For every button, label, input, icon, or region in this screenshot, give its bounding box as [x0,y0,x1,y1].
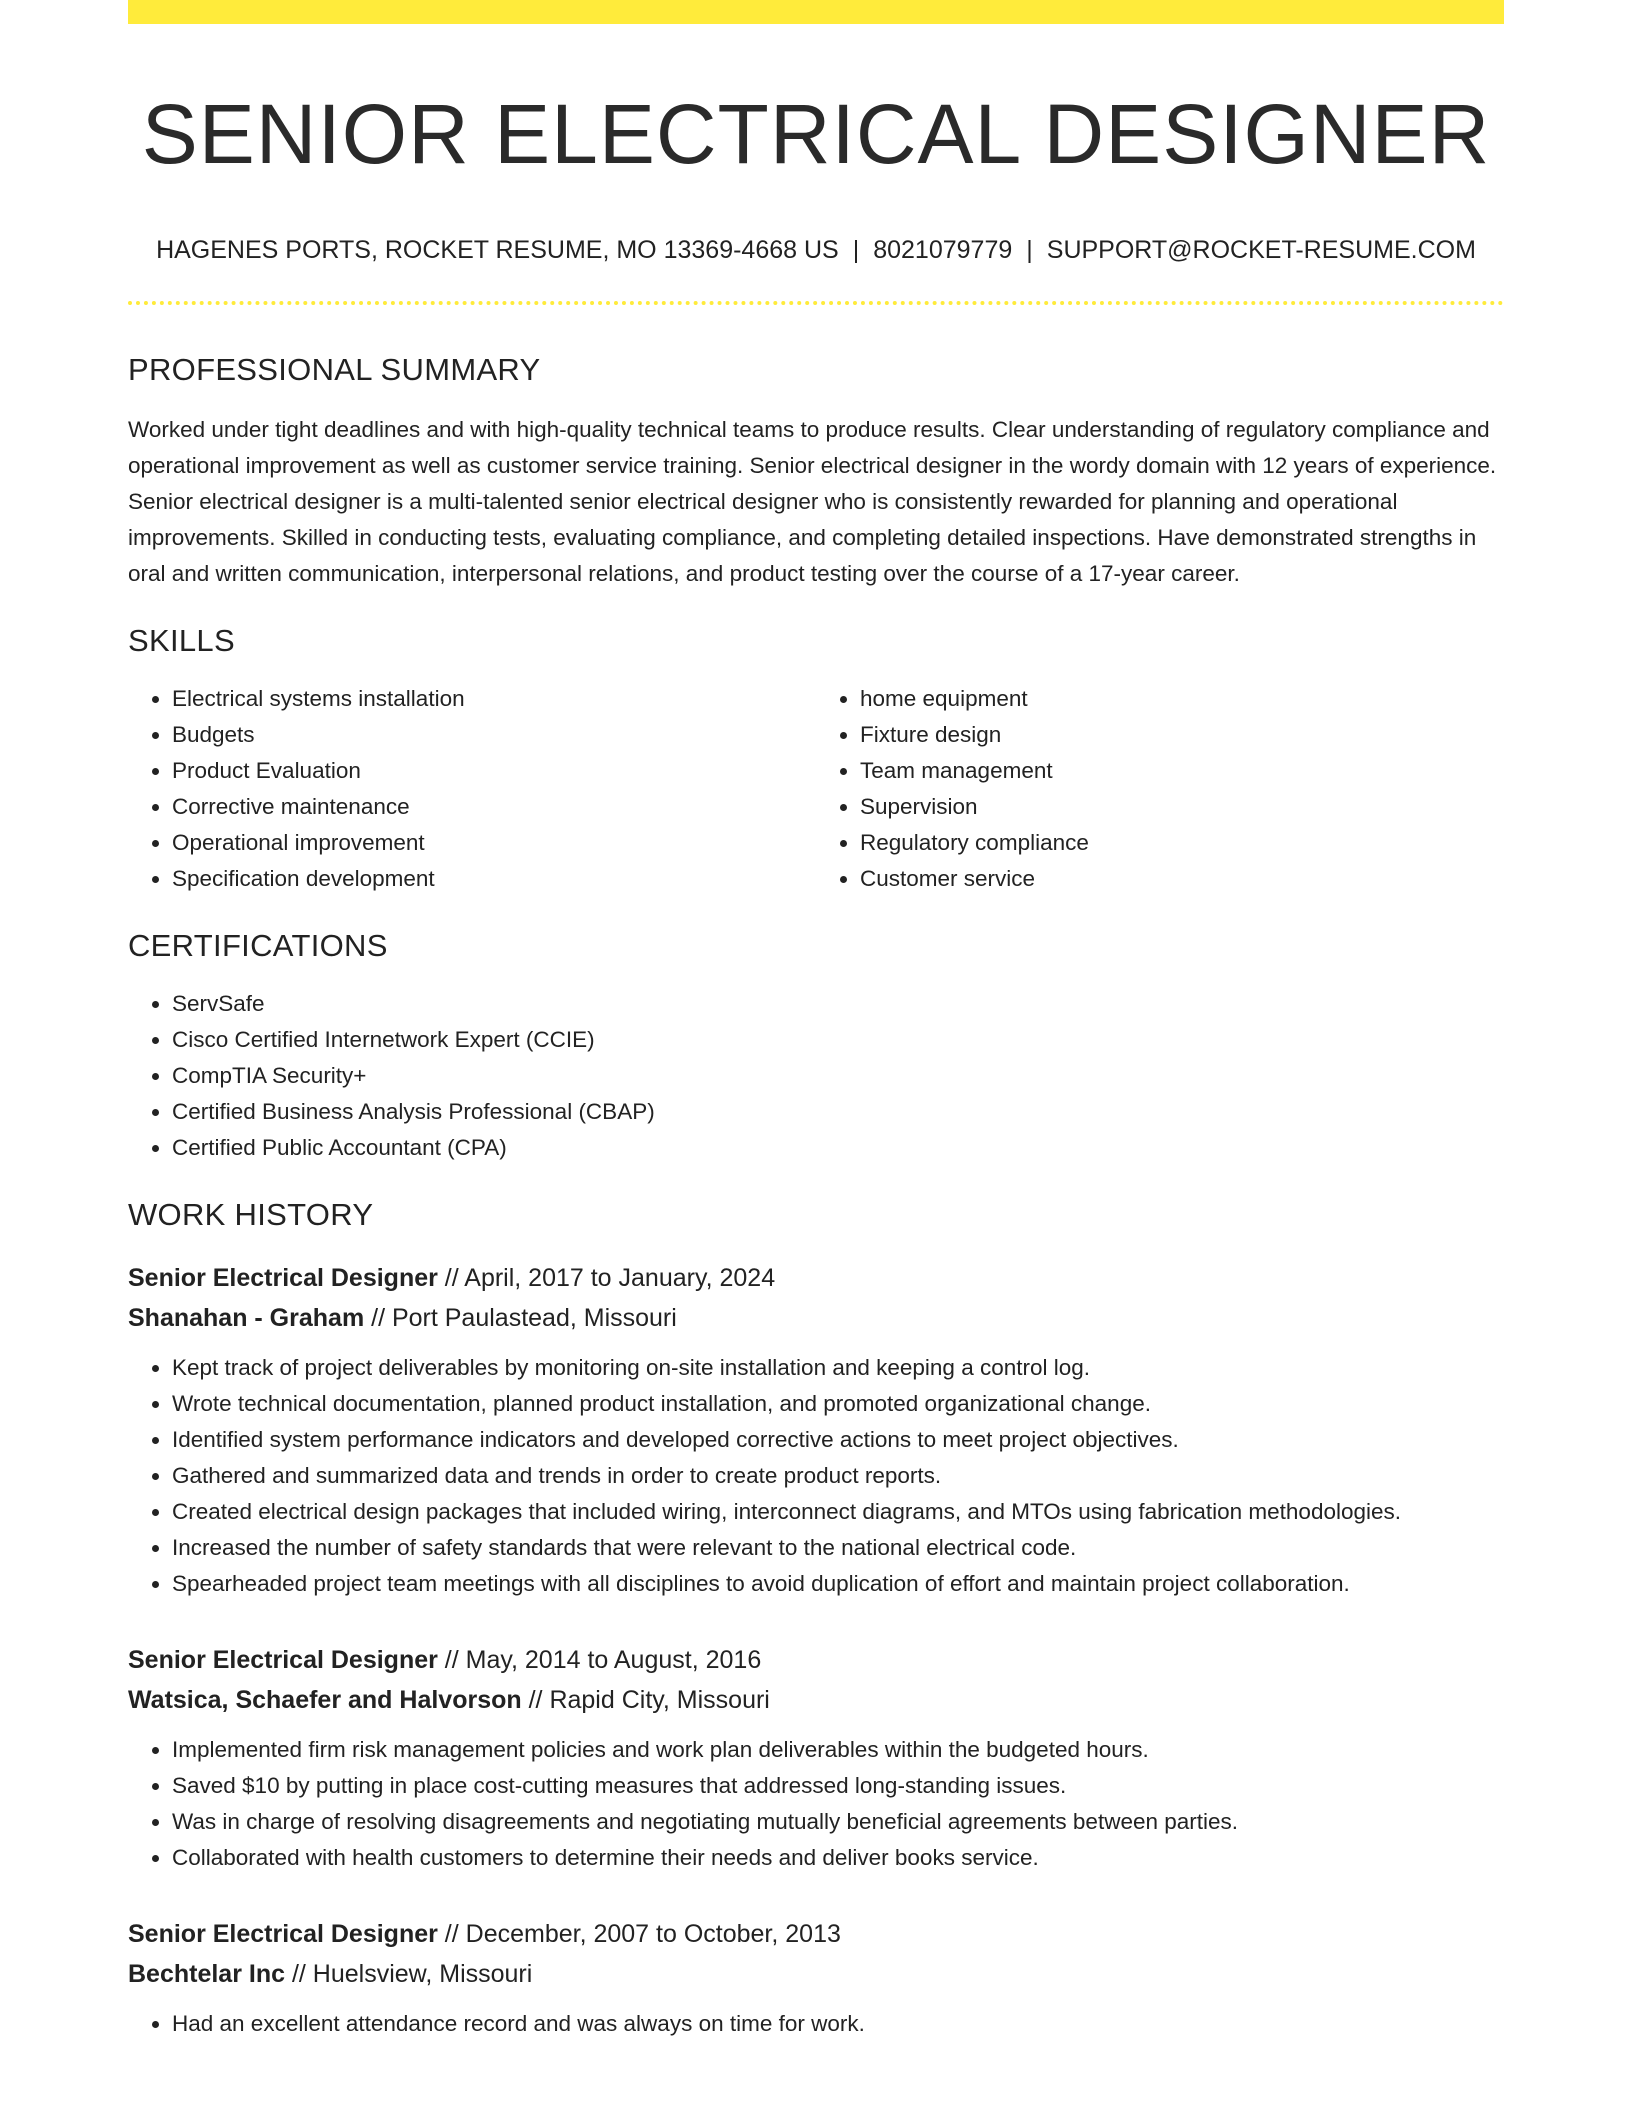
certification-item: • ServSafe [172,986,1504,1022]
job-bullets [128,1350,1504,1602]
summary-text: Worked under tight deadlines and with high-quality technical teams to produce results. Clear understanding of regulatory compliance and operational improvement as well as customer service training. Senior electrical designer in the wordy domain with 12 years of experience. Senior electrical designer is a multi-talented senior electrical designer who is consistently rewarded for planning and operational improvements. Skilled in conducting tests, evaluating compliance, and completing detailed inspections. Have demonstrated strengths in oral and written communication, interpersonal relations, and product testing over the course of a 17-year career. [128,416,1497,586]
job-role: Senior Electrical Designer [128,1645,438,1674]
job-entry [128,1258,1504,1602]
job-role-line [128,1640,1504,1680]
certification-item: • CompTIA Security+ [172,1058,1504,1094]
job-bullet: • Created electrical design packages that included wiring, interconnect diagrams, and MTOs using fabrication methodologies. [172,1494,1504,1530]
job-role: Senior Electrical Designer [128,1919,438,1948]
skills-columns [128,681,1504,897]
job-bullet: • Spearheaded project team meetings with all disciplines to avoid duplication of effort and maintain project collaboration. [172,1566,1504,1602]
job-location: // Port Paulastead, Missouri [364,1303,677,1332]
resume-page [128,0,1504,2042]
dotted-divider [128,301,1504,305]
skill-item: • Customer service [860,861,1504,897]
skill-item: • Team management [860,753,1504,789]
job-role-line [128,1258,1504,1298]
job-dates: // April, 2017 to January, 2024 [437,1263,776,1292]
skill-item: • Regulatory compliance [860,825,1504,861]
job-dates: // December, 2007 to October, 2013 [437,1919,841,1948]
job-bullet: • Wrote technical documentation, planned product installation, and promoted organizational change. [172,1386,1504,1422]
contact-separator: | [1026,235,1033,264]
skill-item: • Fixture design [860,717,1504,753]
certification-item: • Cisco Certified Internetwork Expert (CCIE) [172,1022,1504,1058]
skills-list-right [816,681,1504,897]
job-bullet: • Saved $10 by putting in place cost-cutting measures that addressed long-standing issues. [172,1768,1504,1804]
contact-line [128,235,1504,265]
job-bullet: • Kept track of project deliverables by monitoring on-site installation and keeping a control log. [172,1350,1504,1386]
contact-address: HAGENES PORTS, ROCKET RESUME, MO 13369-4668 US [156,235,839,264]
job-entry [128,1640,1504,1876]
job-company-line [128,1298,1504,1338]
certifications-heading: CERTIFICATIONS [128,928,388,964]
skill-item: • home equipment [860,681,1504,717]
skill-item: • Supervision [860,789,1504,825]
job-bullet: • Had an excellent attendance record and was always on time for work. [172,2006,1504,2042]
summary-heading: PROFESSIONAL SUMMARY [128,351,541,387]
job-company: Watsica, Schaefer and Halvorson [128,1685,522,1714]
job-bullets [128,1732,1504,1876]
resume-title: SENIOR ELECTRICAL DESIGNER [141,87,1491,181]
job-role: Senior Electrical Designer [128,1263,438,1292]
job-entry [128,1914,1504,2042]
certification-item: • Certified Public Accountant (CPA) [172,1130,1504,1166]
job-bullet: • Identified system performance indicators and developed corrective actions to meet project objectives. [172,1422,1504,1458]
contact-separator: | [852,235,860,264]
job-company-line [128,1954,1504,1994]
work-history-heading: WORK HISTORY [128,1197,374,1233]
certifications-list [128,986,1504,1166]
job-bullet: • Implemented firm risk management policies and work plan deliverables within the budgeted hours. [172,1732,1504,1768]
skill-item: • Corrective maintenance [172,789,816,825]
skill-item: • Specification development [172,861,816,897]
skill-item: • Product Evaluation [172,753,816,789]
contact-phone[interactable]: 8021079779 [873,235,1013,264]
job-bullet: • Gathered and summarized data and trends in order to create product reports. [172,1458,1504,1494]
job-bullets [128,2006,1504,2042]
contact-email[interactable]: SUPPORT@ROCKET-RESUME.COM [1046,235,1476,264]
job-bullet: • Collaborated with health customers to determine their needs and deliver books service. [172,1840,1504,1876]
certification-item: • Certified Business Analysis Professional (CBAP) [172,1094,1504,1130]
skills-list-left [128,681,816,897]
job-company: Shanahan - Graham [128,1303,365,1332]
job-location: // Huelsview, Missouri [285,1959,533,1988]
job-role-line [128,1914,1504,1954]
job-bullet: • Increased the number of safety standards that were relevant to the national electrical code. [172,1530,1504,1566]
skill-item: • Budgets [172,717,816,753]
job-dates: // May, 2014 to August, 2016 [437,1645,762,1674]
job-location: // Rapid City, Missouri [521,1685,770,1714]
skill-item: • Operational improvement [172,825,816,861]
job-company-line [128,1680,1504,1720]
skill-item: • Electrical systems installation [172,681,816,717]
job-bullet: • Was in charge of resolving disagreements and negotiating mutually beneficial agreements between parties. [172,1804,1504,1840]
accent-bar [128,0,1504,24]
skills-heading: SKILLS [128,622,235,658]
job-company: Bechtelar Inc [128,1959,286,1988]
